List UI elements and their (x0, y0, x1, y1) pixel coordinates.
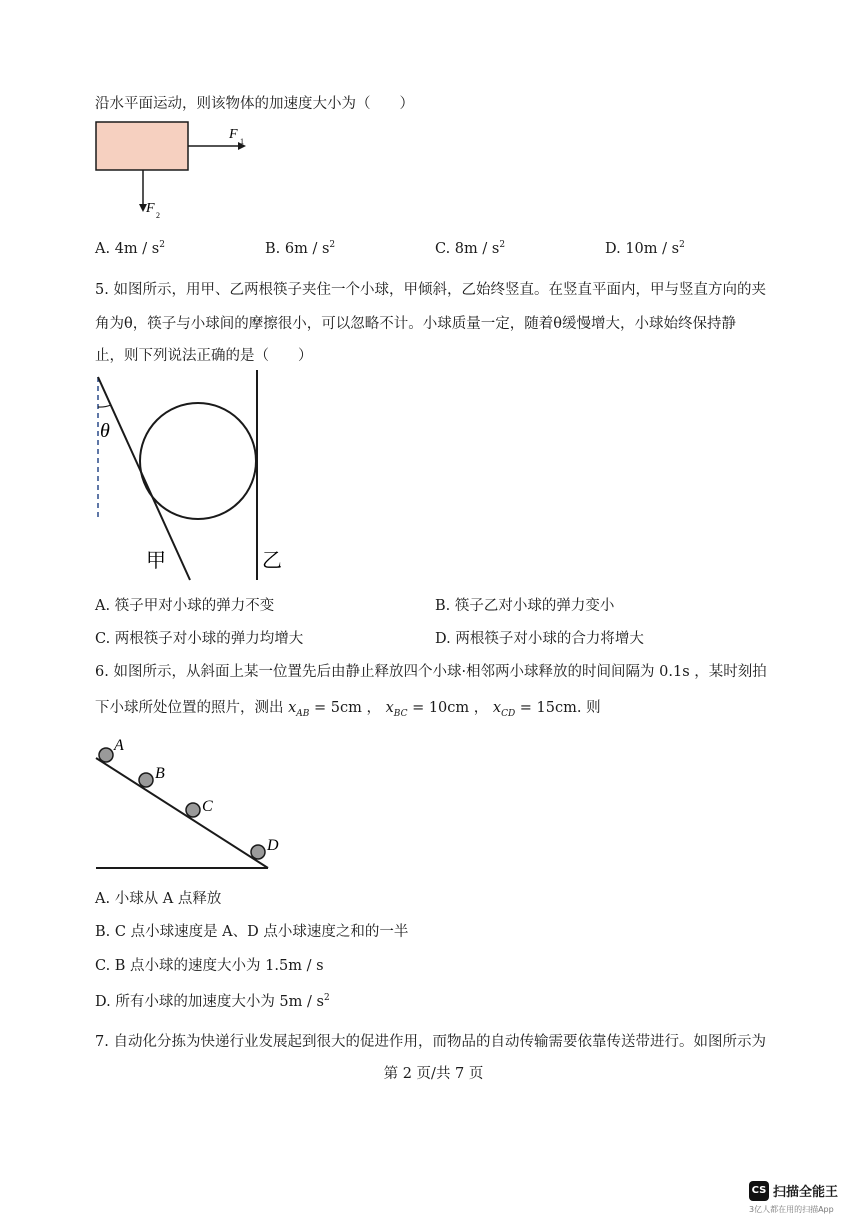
q6-stem-line1: 6. 如图所示，从斜面上某一位置先后由静止释放四个小球·相邻两小球释放的时间间隔为 0.1s ，某时刻拍 (95, 664, 767, 680)
yi-label: 乙 (262, 548, 282, 572)
q4-stem-tail: 沿水平面运动，则该物体的加速度大小为（ ） (95, 96, 414, 112)
q6-option-d: D. 所有小球的加速度大小为 $5m / s^2$ (95, 993, 330, 1010)
page-footer: 第 2 页/共 7 页 (383, 1066, 484, 1082)
q6-option-b: B. C 点小球速度是 A、D 点小球速度之和的一半 (95, 924, 409, 940)
f1-subscript: 1 (240, 137, 244, 146)
f2-subscript: 2 (156, 211, 160, 220)
incline (96, 758, 268, 868)
q5-stem-line3: 止，则下列说法正确的是（ ） (95, 348, 313, 364)
q4-force-diagram (88, 118, 268, 228)
ball-b (139, 773, 153, 787)
q7-stem-line1: 7. 自动化分拣为快递行业发展起到很大的促进作用，而物品的自动传输需要依靠传送带进行。如图所示为 (95, 1034, 766, 1050)
q6-stem-line2: 下小球所处位置的照片，测出 $x_{AB} = 5cm$ ， $x_{BC} = 10cm$ ， $x_{CD} = 15cm$. 则 (95, 700, 601, 719)
q6-option-a: A. 小球从 A 点释放 (95, 891, 222, 907)
scanner-tagline: 3亿人都在用的扫描App (749, 1205, 834, 1214)
f2-label: F (146, 201, 155, 216)
q4-option-d: D. $10m / s^2$ (605, 240, 685, 257)
scanner-watermark (749, 1180, 839, 1214)
f1-label: F (229, 127, 238, 142)
q5-chopsticks-diagram (88, 365, 298, 587)
point-a-label: A (114, 737, 124, 754)
ball-c (186, 803, 200, 817)
q5-option-c: C. 两根筷子对小球的弹力均增大 (95, 631, 304, 647)
q5-option-a: A. 筷子甲对小球的弹力不变 (95, 598, 275, 614)
q5-stem-line2: 角为θ，筷子与小球间的摩擦很小，可以忽略不计。小球质量一定，随着θ缓慢增大，小球始终保持静 (95, 316, 736, 332)
cs-logo-icon: CS (749, 1181, 769, 1201)
theta-arc (98, 405, 111, 407)
point-b-label: B (155, 765, 165, 782)
theta-label: θ (100, 420, 110, 442)
q6-option-c: C. B 点小球的速度大小为 1.5m / s (95, 958, 324, 974)
q5-stem-line1: 5. 如图所示，用甲、乙两根筷子夹住一个小球，甲倾斜，乙始终竖直。在竖直平面内，甲与竖直方向的夹 (95, 282, 766, 298)
point-c-label: C (202, 798, 213, 815)
q5-option-b: B. 筷子乙对小球的弹力变小 (435, 598, 615, 614)
ball-a (99, 748, 113, 762)
q4-option-a: A. $4m / s^2$ (95, 240, 165, 257)
point-d-label: D (267, 837, 279, 854)
q4-option-c: C. $8m / s^2$ (435, 240, 506, 257)
q4-option-b: B. $6m / s^2$ (265, 240, 336, 257)
ball (140, 403, 256, 519)
q6-incline-diagram (88, 730, 298, 872)
jia-label: 甲 (146, 548, 166, 572)
block (96, 122, 188, 170)
ball-d (251, 845, 265, 859)
q5-option-d: D. 两根筷子对小球的合力将增大 (435, 631, 644, 647)
scanner-app-name: 扫描全能王 (773, 1185, 839, 1200)
